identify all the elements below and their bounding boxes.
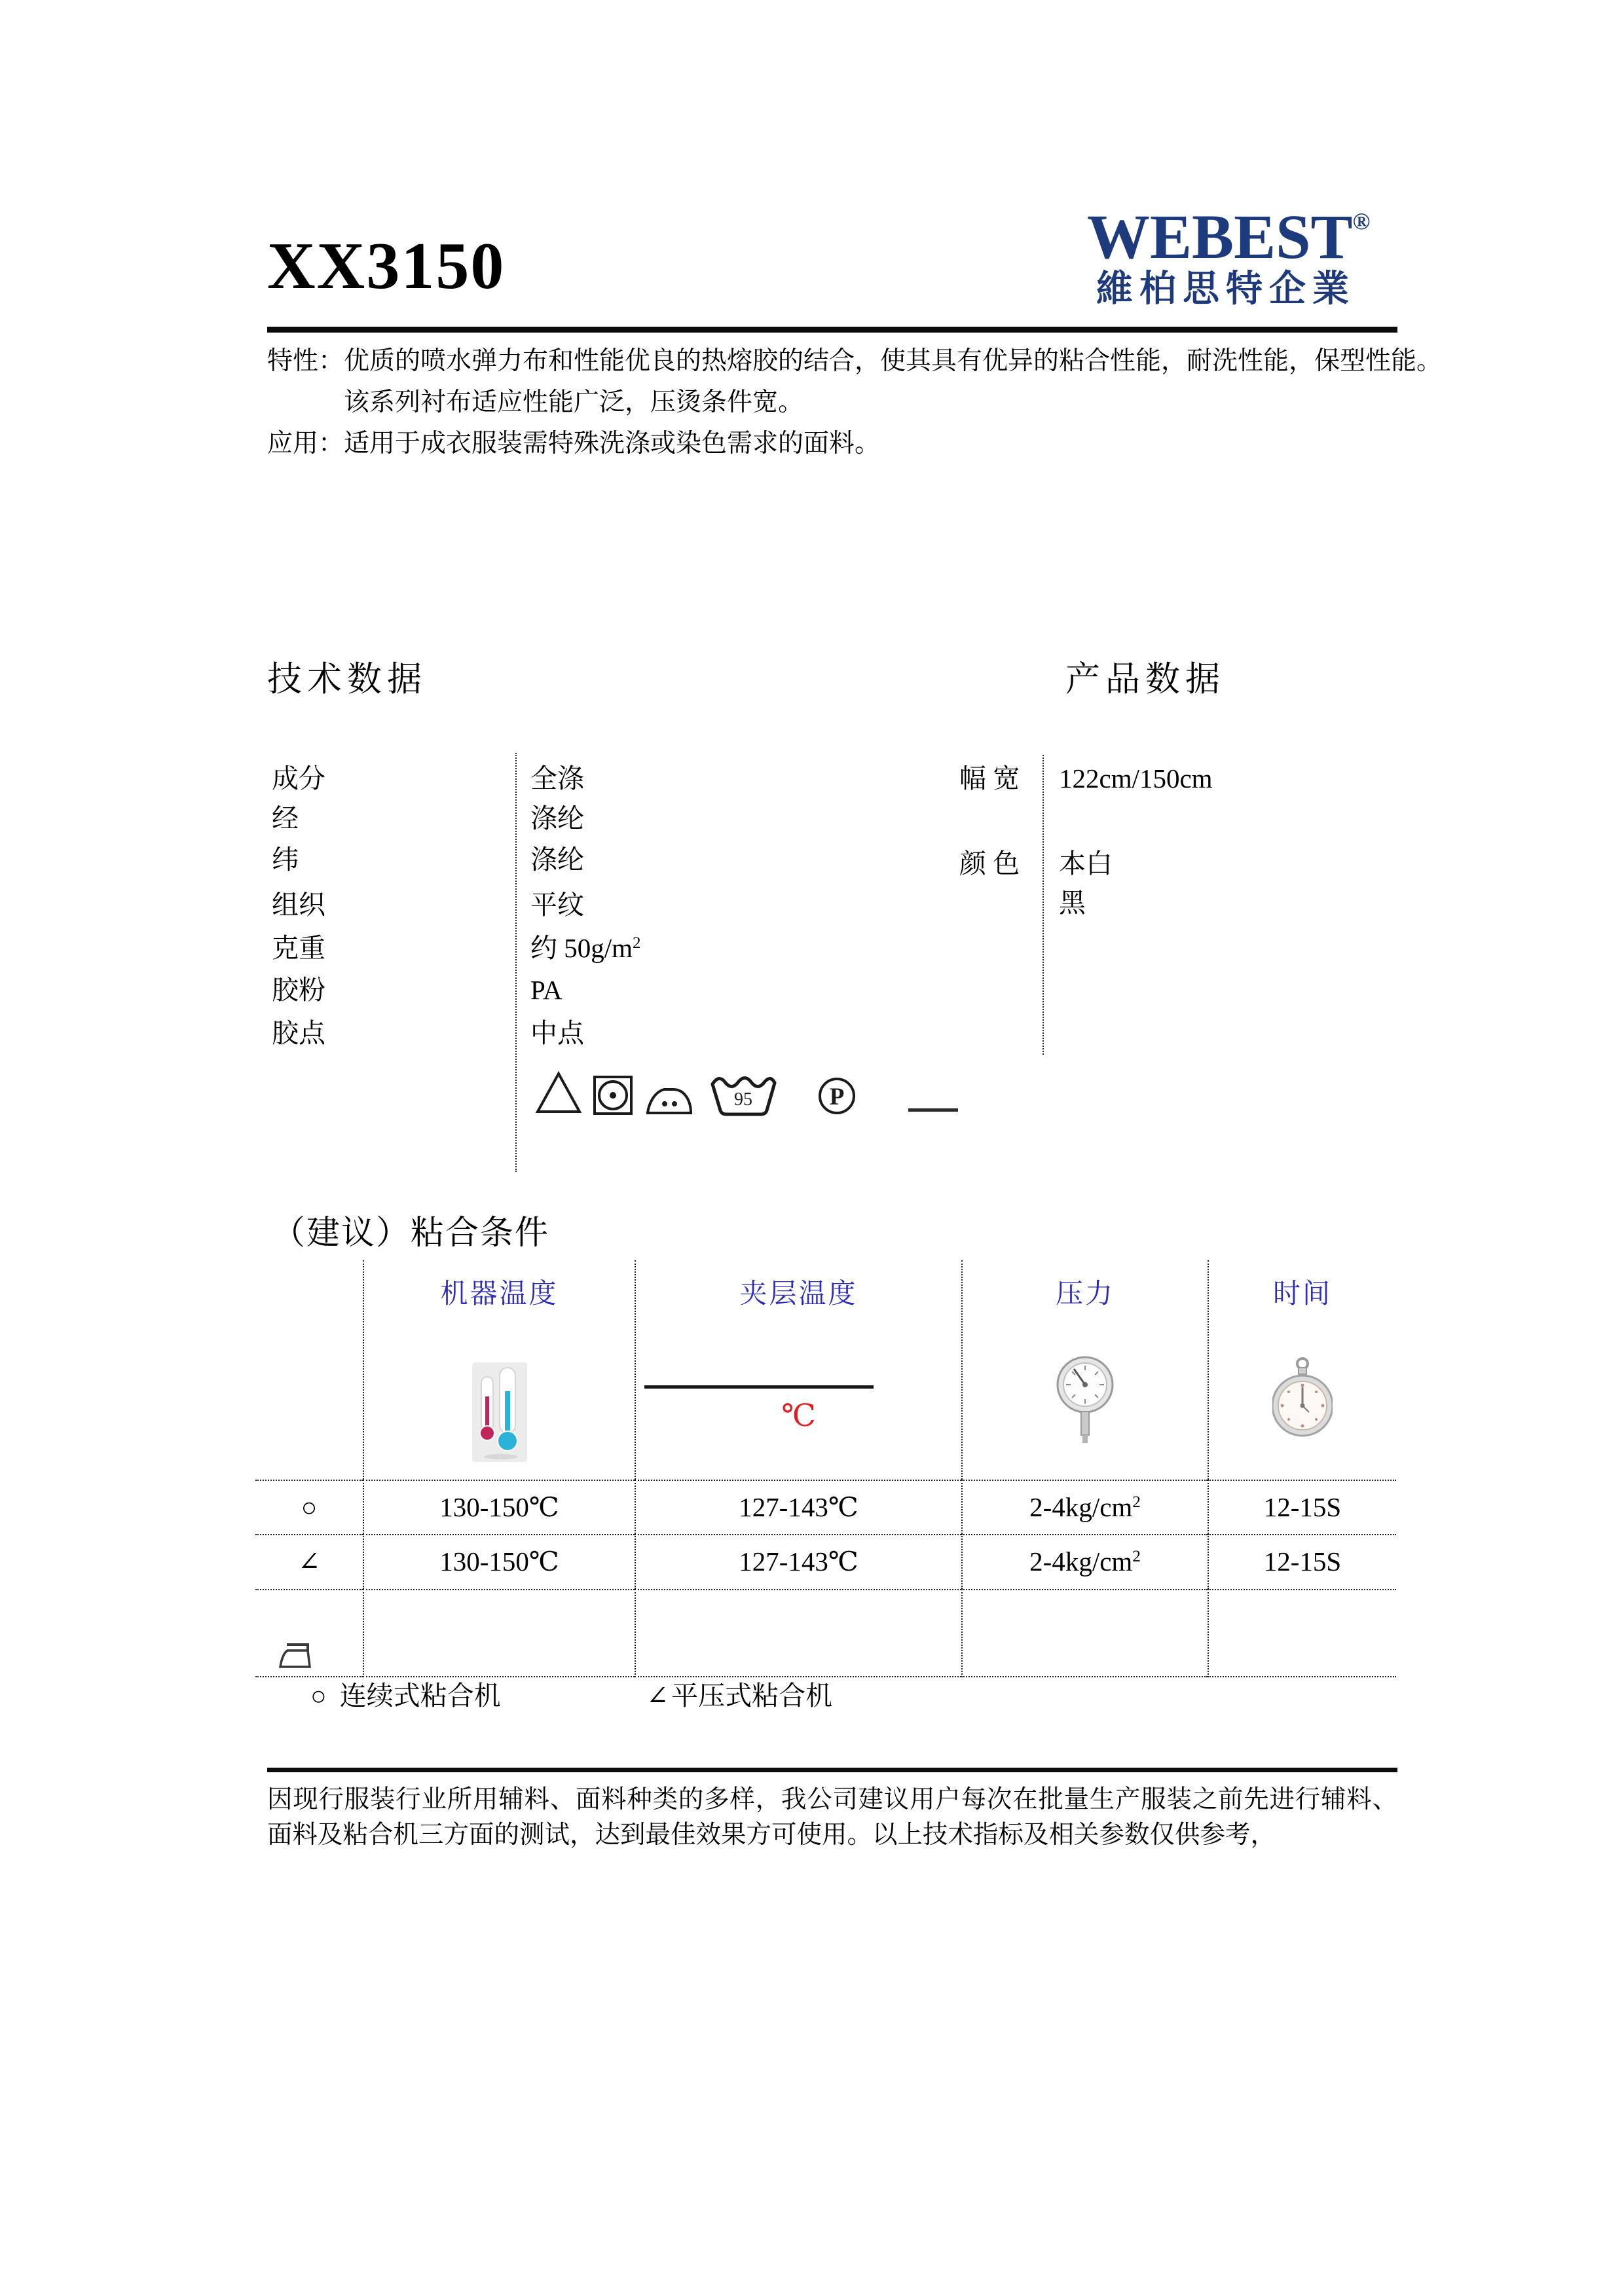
header-divider-rule bbox=[267, 327, 1397, 333]
continuous-press-symbol: ○ bbox=[310, 1681, 327, 1711]
wash-temp-number: 95 bbox=[734, 1089, 752, 1110]
flat-press-symbol: ∠ bbox=[646, 1681, 669, 1711]
spec-row bbox=[267, 762, 1397, 795]
feature-line-2 bbox=[267, 382, 1420, 423]
interlayer-temp-header: 夹层温度 bbox=[739, 1279, 858, 1309]
spec-label: 组织 bbox=[272, 890, 325, 920]
brand-wordmark bbox=[1087, 202, 1371, 272]
spec-right-divider bbox=[1043, 755, 1044, 1055]
company-logo bbox=[1087, 202, 1371, 310]
iron-care-icon bbox=[645, 1079, 693, 1117]
bonding-legend bbox=[310, 1679, 832, 1713]
product-code-title: XX3150 bbox=[267, 229, 506, 303]
dry-clean-p-icon bbox=[817, 1076, 857, 1116]
time-value: 12-15S bbox=[1208, 1534, 1396, 1589]
spec-value: 中点 bbox=[530, 1018, 584, 1048]
feature-label: 特性： bbox=[267, 347, 344, 375]
tech-data-title: 技术数据 bbox=[267, 661, 427, 699]
spec-value: 平纹 bbox=[530, 890, 584, 920]
celsius-red-label: ℃ bbox=[781, 1399, 816, 1433]
spec-row bbox=[267, 1017, 1397, 1049]
spec-label: 克重 bbox=[272, 933, 325, 963]
pressure-base: 2-4kg/cm bbox=[1029, 1492, 1133, 1522]
feature-line-1 bbox=[267, 340, 1443, 382]
thermometer-icon bbox=[472, 1362, 527, 1462]
spec-label: 经 bbox=[272, 803, 299, 833]
pressure-superscript: 2 bbox=[1132, 1548, 1141, 1565]
spec-label: 纬 bbox=[272, 845, 299, 875]
spec-row bbox=[267, 932, 1397, 964]
application-line bbox=[267, 423, 1420, 464]
bonding-row-symbol: ○ bbox=[255, 1480, 363, 1534]
iron-machine-icon bbox=[277, 1638, 314, 1671]
stopwatch-icon bbox=[1272, 1356, 1333, 1441]
spec-row bbox=[267, 974, 1397, 1006]
bonding-header-pressure bbox=[961, 1260, 1208, 1480]
bonding-header-interlayer bbox=[635, 1260, 961, 1480]
spec-value: 涤纶 bbox=[530, 803, 584, 833]
pressure-superscript: 2 bbox=[1132, 1493, 1141, 1511]
spec-label: 成分 bbox=[272, 763, 325, 793]
spec-row bbox=[267, 802, 1397, 835]
pressure-value bbox=[961, 1534, 1208, 1589]
brand-name: WEBEST bbox=[1087, 202, 1353, 272]
color-value-2: 黑 bbox=[1059, 888, 1086, 918]
continuous-press-label: 连续式粘合机 bbox=[339, 1681, 501, 1711]
spec-row bbox=[267, 843, 1397, 876]
color-label: 颜 色 bbox=[959, 848, 1020, 879]
width-label: 幅 宽 bbox=[959, 763, 1020, 793]
wash-95-icon bbox=[706, 1072, 781, 1118]
spec-label: 胶点 bbox=[272, 1018, 325, 1048]
gauge-icon bbox=[1056, 1344, 1114, 1457]
bonding-table bbox=[255, 1260, 1396, 1677]
registered-mark: ® bbox=[1352, 208, 1371, 234]
application-label: 应用： bbox=[267, 429, 344, 458]
width-value: 122cm/150cm bbox=[1059, 763, 1213, 793]
bonding-iron-cell bbox=[255, 1589, 363, 1677]
pressure-header: 压力 bbox=[1055, 1279, 1115, 1309]
interlayer-temp-value: 127-143℃ bbox=[635, 1534, 961, 1589]
feature-text-1: 优质的喷水弹力布和性能优良的热熔胶的结合，使其具有优异的粘合性能，耐洗性能，保型性能。 bbox=[344, 347, 1443, 375]
spec-value bbox=[530, 932, 641, 964]
empty-cell bbox=[635, 1589, 961, 1677]
spec-value-superscript: 2 bbox=[633, 934, 641, 952]
empty-cell bbox=[363, 1589, 635, 1677]
company-name: 維柏思特企業 bbox=[1096, 269, 1356, 310]
pressure-base: 2-4kg/cm bbox=[1029, 1546, 1133, 1576]
feature-text-2: 该系列衬布适应性能广泛，压烫条件宽。 bbox=[344, 388, 804, 416]
footer-disclaimer: 因现行服装行业所用辅料、面料种类的多样，我公司建议用户每次在批量生产服装之前先进行辅料、面料及粘合机三方面的测试，达到最佳效果方可使用。以上技术指标及相关参数仅供参考， bbox=[267, 1786, 1397, 1849]
interlayer-line bbox=[644, 1385, 874, 1389]
application-text: 适用于成衣服装需特殊洗涤或染色需求的面料。 bbox=[344, 429, 881, 458]
spec-value: 涤纶 bbox=[530, 845, 584, 875]
bonding-header-symbol-cell bbox=[255, 1260, 363, 1480]
bar-icon bbox=[908, 1108, 958, 1112]
dry-clean-letter: P bbox=[829, 1084, 845, 1110]
bleach-triangle-icon bbox=[535, 1071, 582, 1114]
empty-cell bbox=[961, 1589, 1208, 1677]
product-data-title: 产品数据 bbox=[1065, 661, 1225, 699]
bonding-conditions-title: （建议）粘合条件 bbox=[272, 1215, 550, 1252]
time-value: 12-15S bbox=[1208, 1480, 1396, 1534]
spec-value: 全涤 bbox=[530, 763, 584, 793]
machine-temp-value: 130-150℃ bbox=[363, 1534, 635, 1589]
flat-press-label: 平压式粘合机 bbox=[671, 1681, 833, 1711]
footer-divider-rule bbox=[267, 1768, 1397, 1772]
time-header: 时间 bbox=[1272, 1279, 1332, 1309]
spec-row bbox=[267, 888, 1397, 921]
spec-left-divider bbox=[515, 753, 517, 1172]
intro-paragraphs bbox=[267, 340, 1443, 464]
spec-table bbox=[267, 753, 1397, 1178]
empty-cell bbox=[1208, 1589, 1396, 1677]
spec-value: PA bbox=[530, 975, 563, 1005]
spec-value-base: 约 50g/m bbox=[530, 933, 633, 963]
tumble-dry-icon bbox=[593, 1075, 633, 1116]
pressure-value bbox=[961, 1480, 1208, 1534]
spec-label: 胶粉 bbox=[272, 975, 325, 1005]
color-value-1: 本白 bbox=[1059, 848, 1113, 879]
machine-temp-value: 130-150℃ bbox=[363, 1480, 635, 1534]
bonding-header-time bbox=[1208, 1260, 1396, 1480]
bonding-header-machine bbox=[363, 1260, 635, 1480]
interlayer-temp-value: 127-143℃ bbox=[635, 1480, 961, 1534]
machine-temp-header: 机器温度 bbox=[440, 1279, 559, 1309]
bonding-row-symbol: ∠ bbox=[255, 1534, 363, 1589]
